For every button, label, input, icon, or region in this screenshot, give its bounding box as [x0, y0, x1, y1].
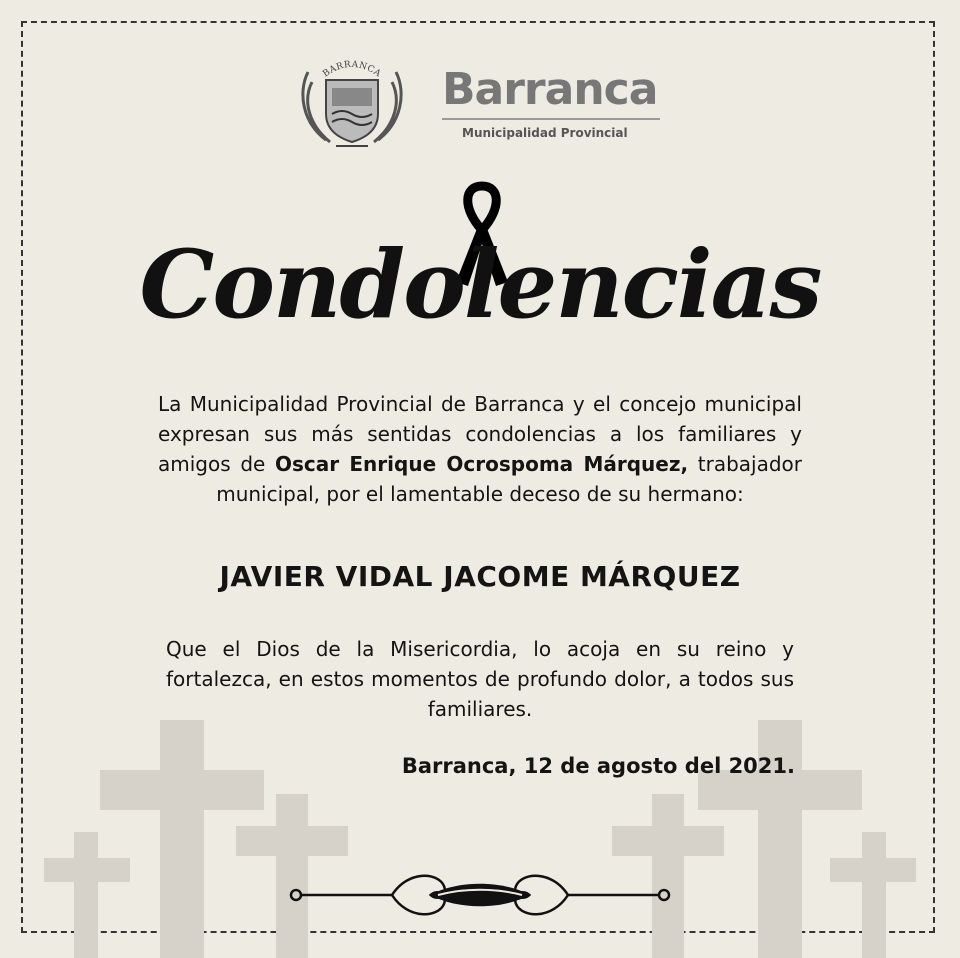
cross-icon: [830, 832, 916, 958]
brand-divider: [442, 118, 660, 120]
message-text: La Municipalidad Provincial de Barranca y el concejo municipal expresan sus más sentidas condolencias a los familiares y amigos de: [158, 392, 802, 476]
condolence-message: [158, 389, 802, 509]
message-text: trabajador municipal, por el lamentable deceso de su hermano:: [216, 452, 802, 506]
municipal-coat-of-arms-icon: [296, 52, 408, 154]
svg-text:BARRANCA: BARRANCA: [321, 59, 383, 80]
page-title: Condolencias: [139, 230, 821, 340]
brand-name: Barranca: [442, 64, 658, 115]
prayer-text: Que el Dios de la Misericordia, lo acoja en su reino y fortalezca, en estos momentos de profundo dolor, a todos sus familiares.: [166, 637, 794, 721]
dateline: Barranca, 12 de agosto del 2021.: [401, 754, 795, 778]
municipality-logo: [296, 52, 668, 154]
cross-icon: [44, 832, 130, 958]
worker-name: Oscar Enrique Ocrospoma Márquez,: [275, 452, 689, 476]
flourish-divider-icon: [288, 862, 672, 928]
brand-subtitle: Municipalidad Provincial: [462, 126, 628, 140]
deceased-name: JAVIER VIDAL JACOME MÁRQUEZ: [219, 560, 741, 593]
